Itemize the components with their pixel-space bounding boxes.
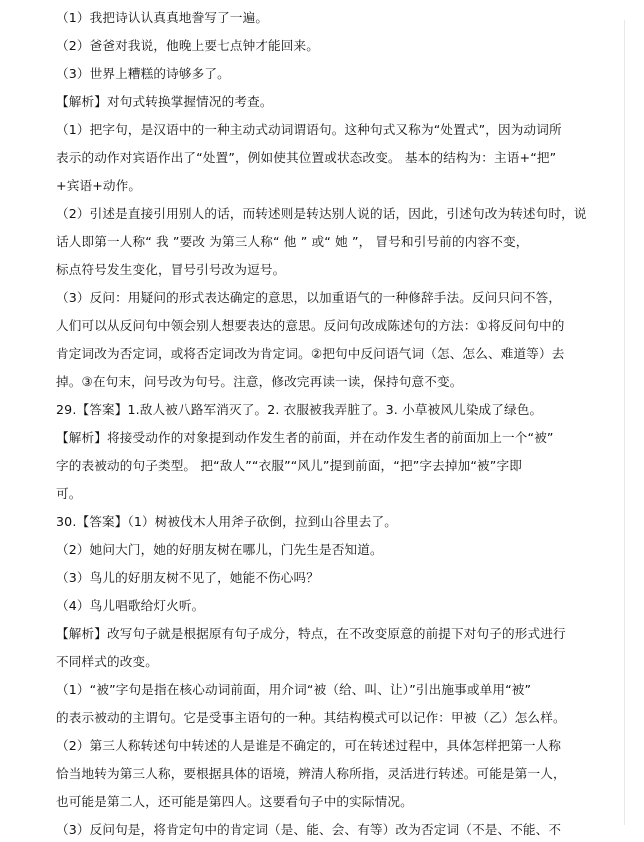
text-line: （1）把字句，是汉语中的一种主动式动词谓语句。这种句式又称为“处置式”，因为动词所 <box>56 122 562 137</box>
text-line: 字的表被动的句子类型。 把“敌人”“衣服”“风儿”提到前面，“把”字去掉加“被”字即 <box>56 458 522 473</box>
text-line: 恰当地转为第三人称，要根据具体的语境，辨清人称所指，灵活进行转述。可能是第一人， <box>56 766 566 781</box>
text-line: （2）第三人称转述句中转述的人是谁是不确定的，可在转述过程中，具体怎样把第一人称 <box>56 738 562 753</box>
text-line: （3）反问：用疑问的形式表达确定的意思，以加重语气的一种修辞手法。反问只问不答， <box>56 290 562 305</box>
text-line: （1）“被”字句是指在核心动词前面，用介词“被（给、叫、让）”引出施事或单用“被” <box>56 682 532 697</box>
text-line: +宾语+动作。 <box>56 178 142 193</box>
text-line: 【解析】对句式转换掌握情况的考查。 <box>56 94 273 109</box>
page-edge-divider <box>624 20 625 825</box>
text-line: （3）反问句是，将肯定句中的肯定词（是、能、会、有等）改为否定词（不是、不能、不 <box>56 822 562 837</box>
text-line: 【解析】将接受动作的对象提到动作发生者的前面，并在动作发生者的前面加上一个“被” <box>56 430 554 445</box>
text-line: 30.【答案】（1）树被伐木人用斧子砍倒，拉到山谷里去了。 <box>56 514 397 529</box>
text-line: （1）我把诗认认真真地誊写了一遍。 <box>56 10 269 25</box>
text-line: 肯定词改为否定词，或将否定词改为肯定词。②把句中反问语气词（怎、怎么、难道等）去 <box>56 346 565 361</box>
text-line: 表示的动作对宾语作出了“处置”，例如使其位置或状态改变。 基本的结构为：主语+“把” <box>56 150 557 165</box>
text-line: 的表示被动的主谓句。它是受事主语句的一种。其结构模式可以记作：甲被（乙）怎么样。 <box>56 710 566 725</box>
text-line: （2）她问大门，她的好朋友树在哪儿，门先生是否知道。 <box>56 542 383 557</box>
text-line: 话人即第一人称“ 我 ”要改 为第三人称“ 他 ” 或“ 她 ”， 冒号和引号前的内容不变， <box>56 234 529 249</box>
text-line: 标点符号发生变化，冒号引号改为逗号。 <box>56 262 286 277</box>
text-line: 人们可以从反问句中领会别人想要表达的意思。反问句改成陈述句的方法：①将反问句中的 <box>56 318 565 333</box>
text-line: 可。 <box>56 486 82 501</box>
text-line: （4）鸟儿唱歌给灯火听。 <box>56 598 205 613</box>
text-line: （3）世界上糟糕的诗够多了。 <box>56 66 230 81</box>
text-line: 【解析】改写句子就是根据原有句子成分，特点，在不改变原意的前提下对句子的形式进行 <box>56 626 566 641</box>
text-line: （3）鸟儿的好朋友树不见了，她能不伤心吗？ <box>56 570 320 585</box>
text-line: 不同样式的改变。 <box>56 654 158 669</box>
text-line: （2）爸爸对我说，他晚上要七点钟才能回来。 <box>56 38 320 53</box>
text-line: （2）引述是直接引用别人的话，而转述则是转达别人说的话，因此，引述句改为转述句时，说 <box>56 206 587 221</box>
text-line: 掉。③在句末，问号改为句号。注意，修改完再读一读，保持句意不变。 <box>56 374 463 389</box>
text-line: 29.【答案】1.敌人被八路军消灭了。2. 衣服被我弄脏了。3. 小草被风儿染成了绿色。 <box>56 402 543 417</box>
text-line: 也可能是第二人，还可能是第四人。这要看句子中的实际情况。 <box>56 794 413 809</box>
